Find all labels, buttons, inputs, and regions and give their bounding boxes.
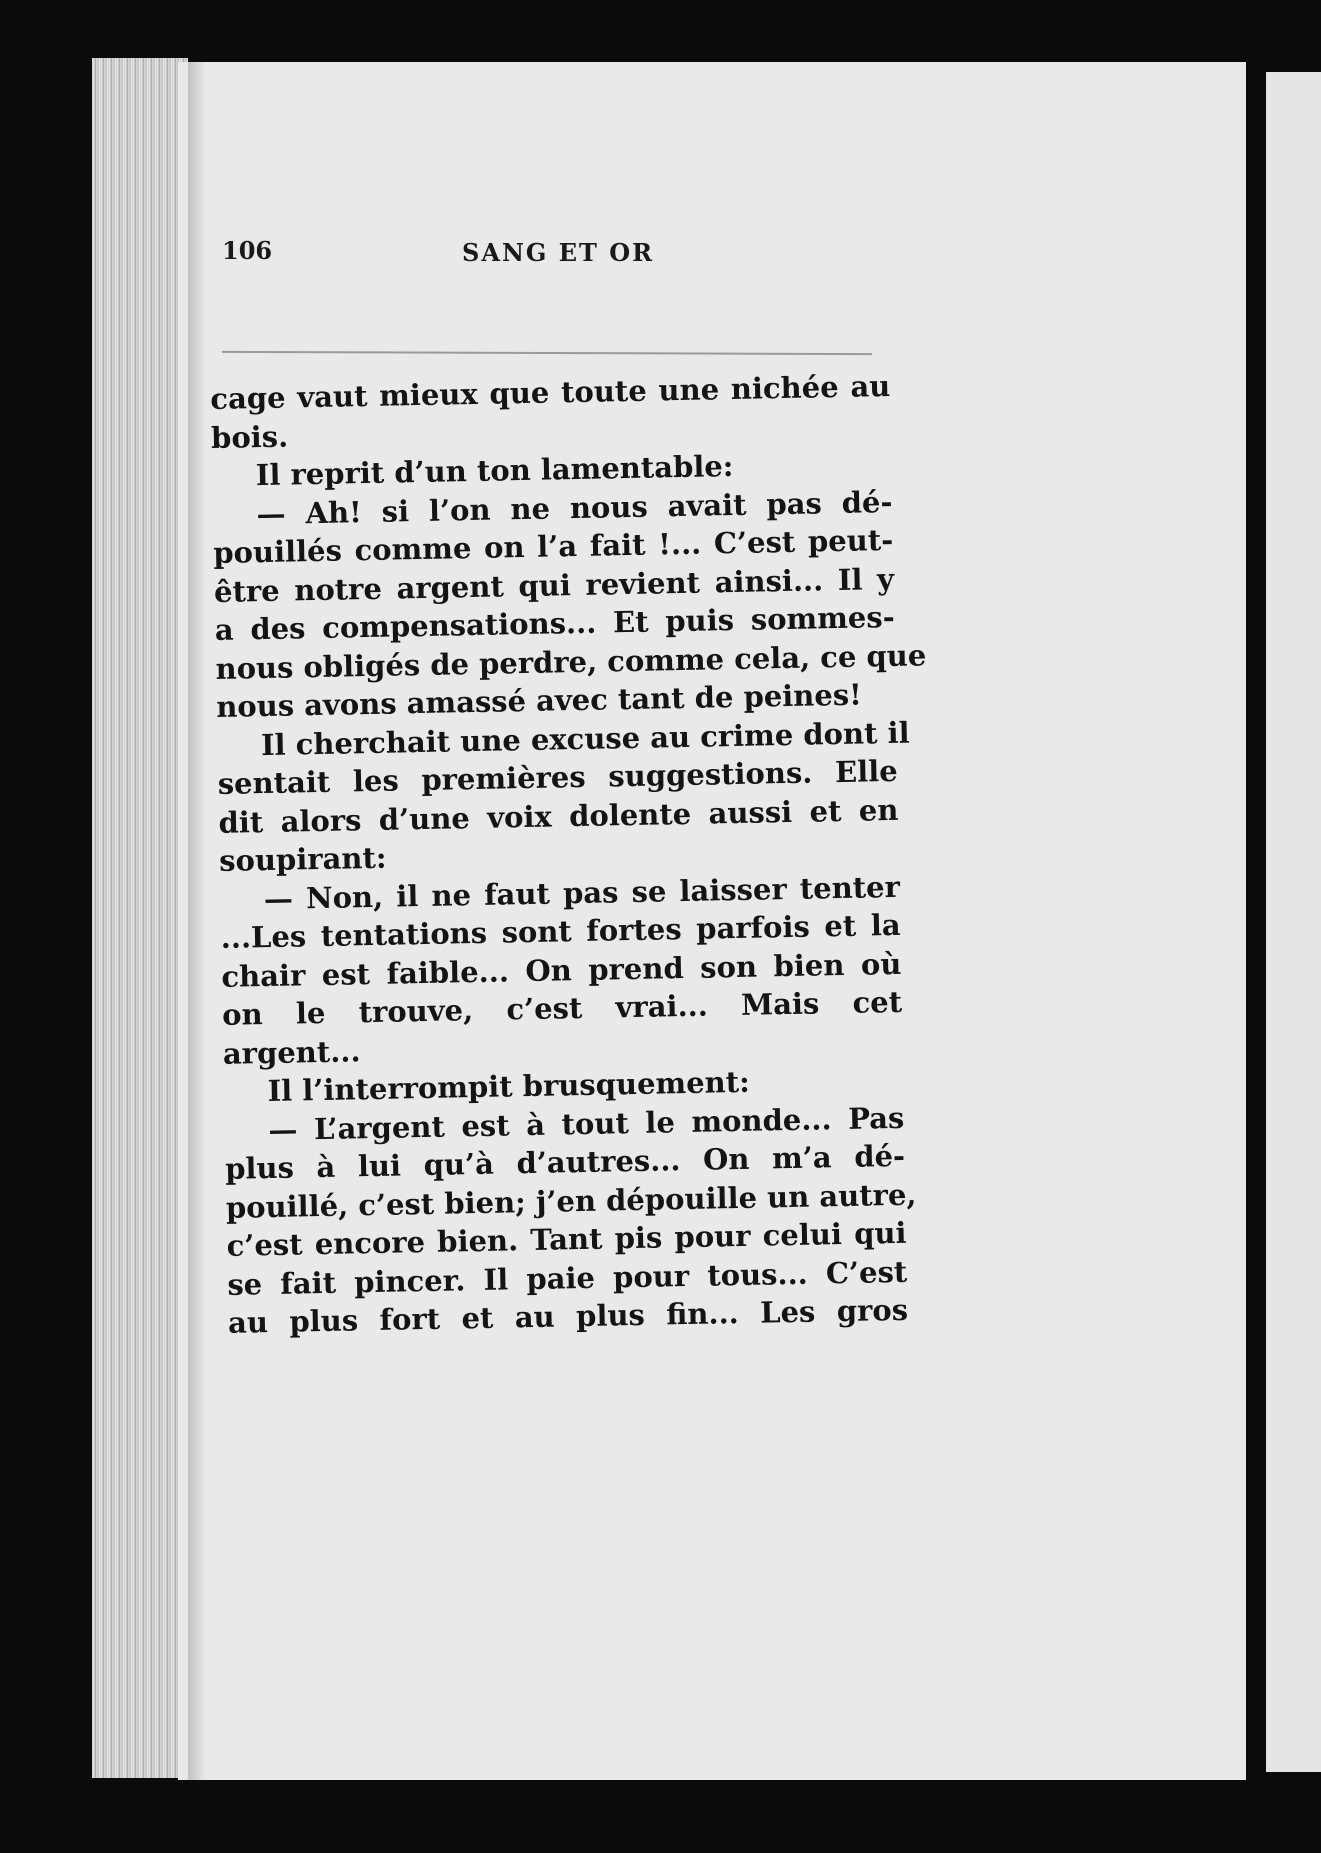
text-line: cage vaut mieux que toute une nichée au xyxy=(210,368,891,416)
text-line: Il reprit d’un ton lamentable: xyxy=(255,448,734,493)
text-line: — Non, il ne faut pas se laisser tenter xyxy=(263,869,901,916)
text-line: — L’argent est à tout le monde... Pas xyxy=(268,1100,905,1147)
text-line: argent... xyxy=(222,1033,361,1071)
text-line: a des compensations... Et puis sommes- xyxy=(214,599,896,647)
running-title: SANG ET OR xyxy=(462,238,655,267)
text-line: au plus fort et au plus fin... Les gros xyxy=(227,1292,909,1340)
text-line: pouillés comme on l’a fait !... C’est peut- xyxy=(212,522,894,570)
text-line: Il cherchait une excuse au crime dont il xyxy=(260,715,910,762)
text-line: ...Les tentations sont fortes parfois et la xyxy=(220,907,901,955)
text-line: sentait les premières suggestions. Elle xyxy=(217,753,898,801)
text-line: c’est encore bien. Tant pis pour celui qui xyxy=(226,1215,907,1263)
text-line: être notre argent qui revient ainsi... Il y xyxy=(213,561,895,609)
text-line: plus à lui qu’à d’autres... On m’a dé- xyxy=(224,1138,906,1186)
page-header xyxy=(222,236,872,276)
spine-shadow xyxy=(188,62,206,1780)
text-line: chair est faible... On prend son bien où xyxy=(221,946,902,994)
text-line: se fait pincer. Il paie pour tous... C’est xyxy=(227,1254,908,1302)
adjacent-page xyxy=(1266,72,1321,1772)
text-line: Il l’interrompit brusquement: xyxy=(267,1064,751,1109)
page-number: 106 xyxy=(222,236,273,265)
text-line: bois. xyxy=(210,419,289,455)
text-line: nous obligés de perdre, comme cela, ce que xyxy=(215,637,927,686)
text-line: nous avons amassé avec tant de peines! xyxy=(215,677,863,724)
text-line: — Ah! si l’on ne nous avait pas dé- xyxy=(256,484,893,531)
text-line: soupirant: xyxy=(218,840,387,878)
text-line: on le trouve, c’est vrai... Mais cet xyxy=(221,984,903,1032)
text-line: dit alors d’une voix dolente aussi et en xyxy=(218,792,899,840)
text-line: pouillé, c’est bien; j’en dépouille un autre, xyxy=(225,1177,917,1225)
book-page-edges xyxy=(92,58,188,1778)
